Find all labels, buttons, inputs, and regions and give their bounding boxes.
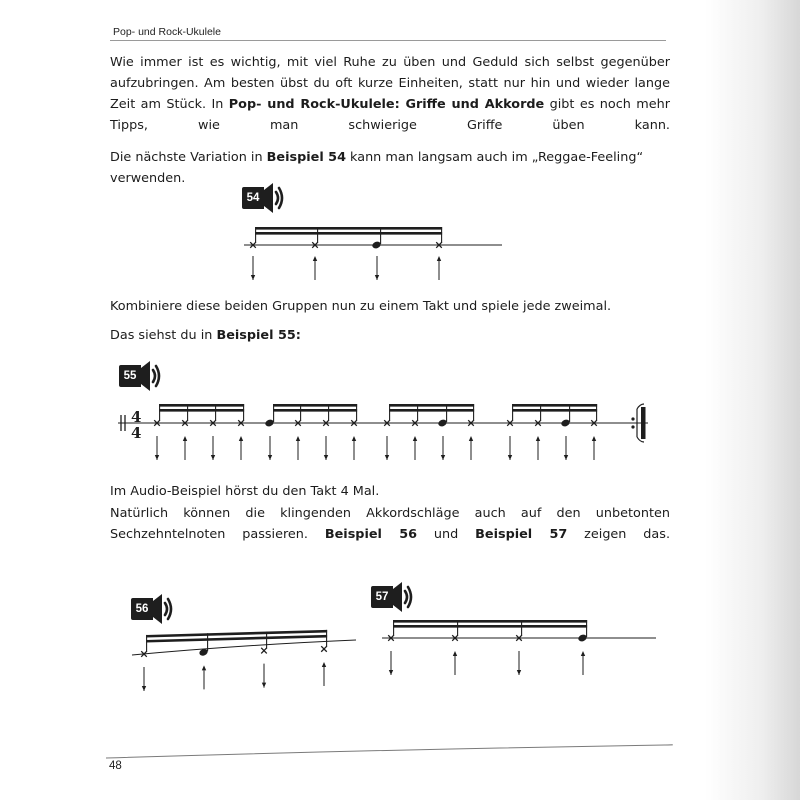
text-run: Kombiniere diese beiden Gruppen nun zu einem Takt und spiele jede zweimal. [110,299,612,314]
text-run: Im Audio-Beispiel hörst du den Takt 4 Mal. [110,484,380,499]
text-run: Die nächste Variation in [110,150,267,165]
downstroke-arrow-head [251,275,255,280]
upstroke-arrow-head [239,436,243,441]
time-signature-bottom: 4 [131,424,142,442]
beam [393,620,587,623]
beam [389,404,474,407]
beam [273,409,357,412]
text-run: Natürlich können die klingenden Akkordschläge auch auf den unbetonten Sechzehntelnoten passieren. [110,506,670,542]
upstroke-arrow-head [536,436,540,441]
upstroke-arrow-head [322,662,326,667]
page-number: 48 [109,760,122,772]
text-run: kann man langsam auch im „Reggae-Feeling“ verwenden. [110,150,644,186]
downstroke-arrow-head [375,275,379,280]
downstroke-arrow-head [262,683,266,688]
upstroke-arrow-head [592,436,596,441]
final-barline [641,407,646,439]
beam [512,404,597,407]
time-signature-top: 4 [131,408,142,426]
downstroke-arrow-head [389,670,393,675]
example-reference: Beispiel 54 [266,150,346,165]
beam [159,404,244,407]
downstroke-arrow-head [142,686,146,691]
audio-track-number: 54 [242,187,264,209]
beam [273,404,357,407]
upstroke-arrow-head [437,256,441,261]
beam [159,409,244,412]
text-run: zeigen das. [567,527,671,542]
downstroke-arrow-head [508,455,512,460]
upstroke-arrow-head [296,436,300,441]
downstroke-arrow-head [441,455,445,460]
text-run: gibt es noch mehr Tipps, wie man schwierige Griffe üben kann. [110,97,670,133]
beam [255,227,442,230]
downstroke-arrow-head [155,455,159,460]
upstroke-arrow-head [202,665,206,670]
upstroke-arrow-head [183,436,187,441]
upstroke-arrow-head [581,651,585,656]
audio-track-number: 56 [131,598,153,620]
beam [512,409,597,412]
running-header: Pop- und Rock-Ukulele [113,26,221,38]
audio-track-number: 55 [119,365,141,387]
repeat-dot [631,425,634,428]
upstroke-arrow-head [313,256,317,261]
example-reference: Beispiel 57 [475,527,568,542]
downstroke-arrow-head [324,455,328,460]
upstroke-arrow-head [453,651,457,656]
text-run: Das siehst du in [110,328,217,343]
downstroke-arrow-head [564,455,568,460]
upstroke-arrow-head [469,436,473,441]
upstroke-arrow-head [352,436,356,441]
downstroke-arrow-head [268,455,272,460]
example-reference: Beispiel 55: [216,328,301,343]
downstroke-arrow-head [517,670,521,675]
audio-track-number: 57 [371,586,393,608]
downstroke-arrow-head [211,455,215,460]
text-run: und [417,527,476,542]
example-reference: Beispiel 56 [324,527,418,542]
repeat-dot [631,417,634,420]
beam [389,409,474,412]
beam [393,625,587,628]
upstroke-arrow-head [413,436,417,441]
text-run: Wie immer ist es wichtig, mit viel Ruhe zu üben und Geduld sich selbst gegenüber aufzubringen. Am besten übst du oft kurze Einheiten, statt nur hin und wieder lange Zeit am Stück. In [110,55,670,112]
book-title-reference: Pop- und Rock-Ukulele: Griffe und Akkorde [228,97,545,112]
downstroke-arrow-head [385,455,389,460]
beam [255,232,442,235]
